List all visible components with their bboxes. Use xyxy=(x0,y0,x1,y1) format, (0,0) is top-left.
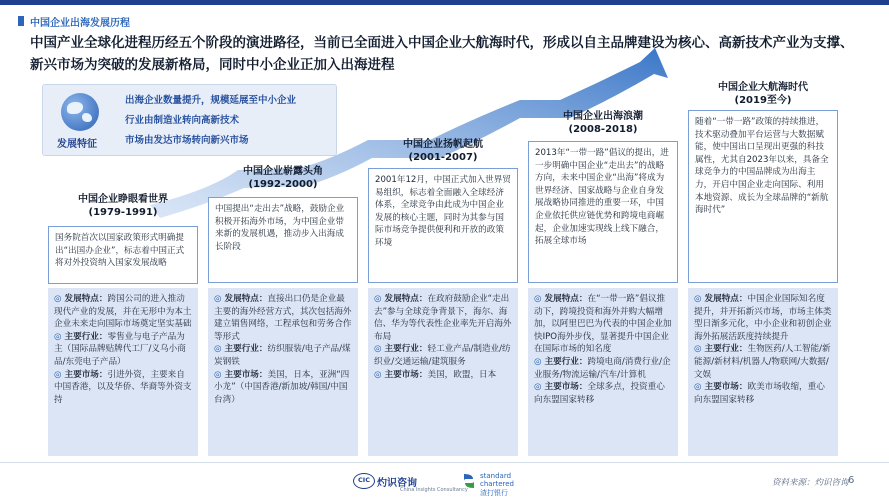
gear-bullet-icon: ◎ xyxy=(694,294,705,304)
stage-5-industry: ◎ 主要行业：生物医药/人工智能/新能源/新材料/机器人/物联网/大数据/文娱 xyxy=(694,344,831,380)
standard-chartered-logo-icon xyxy=(461,472,477,490)
source-note: 资料来源：灼识咨询 xyxy=(772,478,849,488)
stage-2-industry: ◎ 主要行业：纺织服装/电子产品/煤炭钢铁 xyxy=(214,344,351,367)
gear-bullet-icon: ◎ xyxy=(374,294,385,304)
gear-bullet-icon: ◎ xyxy=(54,369,65,380)
gear-bullet-icon: ◎ xyxy=(54,294,65,304)
stage-4-feature: ◎ 发展特点：在“一带一路”倡议推动下，跨境投资和海外并购大幅增加，以阿里巴巴为代表的中国企业加快IPO海外步伐，显著提升中国企业在国际市场的知名度 xyxy=(534,294,672,355)
stage-2-title: 中国企业崭露头角 (1992-2000) xyxy=(243,166,323,190)
stage-3-description: 2001年12月，中国正式加入世界贸易组织，标志着全面融入全球经济体系，全球竞争由此成为中国企业发展的核心主题，同时为其参与国际市场竞争提供便利和开放的政策环境 xyxy=(368,168,518,283)
stage-4-title: 中国企业出海浪潮 (2008-2018) xyxy=(563,111,643,135)
feature-line: 出海企业数量提升，规模延展至中小企业 xyxy=(125,95,297,106)
sc-brand-name: standard chartered xyxy=(480,472,514,488)
stage-1-details xyxy=(48,288,198,456)
stage-1-feature: ◎ 发展特点：跨国公司的进入推动现代产业的发展，并在无形中为本土企业未来走向国际市场奠定坚实基础 xyxy=(54,294,192,330)
stage-5-feature: ◎ 发展特点：中国企业国际知名度提升，并开拓新兴市场，市场主体类型日渐多元化，中小企业和初创企业海外拓展活跃度持续提升 xyxy=(694,294,832,342)
gear-bullet-icon: ◎ xyxy=(374,344,385,355)
gear-bullet-icon: ◎ xyxy=(534,356,545,367)
gear-bullet-icon: ◎ xyxy=(534,382,545,393)
stage-3-industry: ◎ 主要行业：轻工业产品/制造业/纺织业/交通运输/建筑服务 xyxy=(374,344,511,367)
footer xyxy=(0,462,889,500)
page-headline: 中国产业全球化进程历经五个阶段的演进路径，当前已全面进入中国企业大航海时代，形成以自主品牌建设为核心、高新技术产业为支撑、新兴市场为突破的发展新格局，同时中小企业正加入出海进程 xyxy=(30,35,854,73)
stage-1-market: ◎ 主要市场：引进外资，主要来自中国香港，以及华侨、华裔等外资支持 xyxy=(54,369,192,405)
stage-3-details xyxy=(368,288,518,456)
stage-3-feature: ◎ 发展特点：在政府鼓励企业“走出去”参与全球竞争背景下，海尔、海信、华为等代表性企业率先开启海外布局 xyxy=(374,294,512,342)
footer-divider xyxy=(0,462,889,463)
gear-bullet-icon: ◎ xyxy=(54,331,65,342)
page-number: 6 xyxy=(848,475,855,486)
stage-2-market: ◎ 主要市场：美国，日本，亚洲“四小龙”（中国香港/新加坡/韩国/中国台湾） xyxy=(214,369,350,405)
stage-1-industry: ◎ 主要行业：零售业与电子产品为主（国际品牌贴牌代工厂/义乌小商品/东莞电子产品） xyxy=(54,331,186,367)
gear-bullet-icon: ◎ xyxy=(214,344,225,355)
stage-5-details xyxy=(688,288,838,456)
stage-1-description: 国务院首次以国家政策形式明确提出“出国办企业”，标志着中国正式将对外投资纳入国家发展战略 xyxy=(48,226,198,284)
gear-bullet-icon: ◎ xyxy=(694,382,705,393)
stage-5-market: ◎ 主要市场：欧美市场收缩，重心向东盟国家转移 xyxy=(694,382,825,405)
gear-bullet-icon: ◎ xyxy=(374,369,385,380)
stage-5-title: 中国企业大航海时代 (2019至今) xyxy=(718,82,808,106)
stage-3-market: ◎ 主要市场：美国，欧盟，日本 xyxy=(374,369,497,380)
gear-bullet-icon: ◎ xyxy=(214,294,225,304)
feature-line: 行业由制造业转向高新技术 xyxy=(125,115,240,126)
feature-line: 市场由发达市场转向新兴市场 xyxy=(125,135,249,146)
stage-4-description: 2013年“一带一路”倡议的提出，进一步明确中国企业“走出去”的战略方向，未来中国企业“出海”将成为世界经济、国家战略与企业自身发展战略协同推进的重要一环，中国企业依托供应链优势和跨境电商崛起，企业加速实现线上线下融合，拓展全球市场 xyxy=(528,141,678,283)
section-tag: 中国企业出海发展历程 xyxy=(30,18,130,29)
stage-2-feature: ◎ 发展特点：直接出口仍是企业最主要的海外经营方式，其次包括海外建立销售网络，工程承包和劳务合作等形式 xyxy=(214,294,352,342)
stage-4-market: ◎ 主要市场：全球多点，投资重心向东盟国家转移 xyxy=(534,382,665,405)
stage-4-details xyxy=(528,288,678,456)
sc-brand-cn: 渣打银行 xyxy=(480,489,508,497)
feature-lines xyxy=(125,91,296,151)
stage-2-description: 中国提出“走出去”战略，鼓励企业积极开拓海外市场，为中国企业带来新的发展机遇，推动步入出海成长阶段 xyxy=(208,197,358,283)
stage-3-title: 中国企业扬帆起航 (2001-2007) xyxy=(403,139,483,163)
gear-bullet-icon: ◎ xyxy=(534,294,545,304)
brand-name: 灼识咨询 xyxy=(377,478,417,489)
brand-subtitle: China Insights Consultancy xyxy=(400,487,468,493)
gear-bullet-icon: ◎ xyxy=(694,344,705,355)
cic-logo-icon: CIC xyxy=(353,473,375,489)
development-features-box xyxy=(42,84,337,156)
stage-4-industry: ◎ 主要行业：跨境电商/消费行业/企业服务/物流运输/汽车/计算机 xyxy=(534,356,671,380)
stage-5-description: 随着“一带一路”政策的持续推进，技术驱动叠加平台运营与大数据赋能，使中国出口呈现出更强的科技属性，尤其自2023年以来，具备全球竞争力的中国品牌成为出海主力，开启中国企业走向国际、利用本地资源、成长为全球品牌的“新航海时代” xyxy=(688,110,838,283)
gear-bullet-icon: ◎ xyxy=(214,369,225,380)
globe-icon xyxy=(61,93,99,131)
stage-2-details xyxy=(208,288,358,456)
stage-1-title: 中国企业睁眼看世界 (1979-1991) xyxy=(78,194,168,218)
features-label: 发展特征 xyxy=(57,139,97,150)
